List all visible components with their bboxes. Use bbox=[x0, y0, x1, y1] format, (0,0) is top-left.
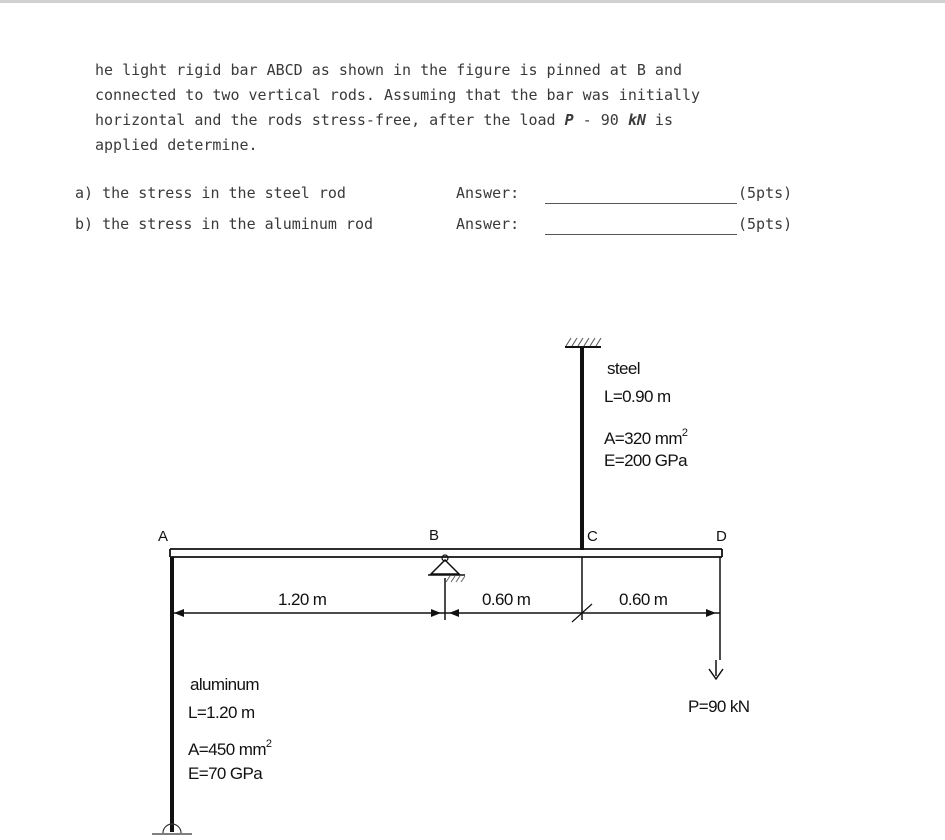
aluminum-name-label: aluminum bbox=[190, 675, 259, 694]
points-a: (5pts) bbox=[738, 184, 793, 202]
points-b: (5pts) bbox=[738, 215, 793, 233]
load-arrow-icon bbox=[709, 660, 723, 679]
dimension-bc-label: 0.60 m bbox=[482, 590, 531, 609]
point-b-label: B bbox=[429, 527, 440, 544]
steel-fixed-support-icon bbox=[565, 338, 601, 347]
load-unit: kN bbox=[627, 111, 646, 129]
aluminum-rod bbox=[170, 557, 174, 832]
dimension-cd-label: 0.60 m bbox=[619, 590, 668, 609]
aluminum-length-label: L=1.20 m bbox=[188, 703, 255, 722]
problem-line-1: he light rigid bar ABCD as shown in the figure is pinned at B and bbox=[95, 61, 682, 79]
steel-length-label: L=0.90 m bbox=[604, 387, 671, 406]
point-c-label: C bbox=[587, 528, 598, 545]
dimension-ab-label: 1.20 m bbox=[278, 590, 327, 609]
answer-label-a: Answer: bbox=[456, 184, 520, 202]
question-b: b) the stress in the aluminum rod bbox=[75, 215, 374, 233]
steel-rod bbox=[580, 347, 584, 550]
point-a-label: A bbox=[158, 528, 169, 545]
steel-name-label: steel bbox=[607, 359, 640, 378]
point-d-label: D bbox=[716, 528, 727, 545]
steel-modulus-label: E=200 GPa bbox=[604, 451, 687, 470]
aluminum-area-label: A=450 $mm^2$ bbox=[188, 738, 272, 759]
steel-area-label: A=320 $mm^2$ bbox=[604, 427, 688, 448]
problem-line-4: applied determine. bbox=[95, 136, 258, 154]
answer-label-b: Answer: bbox=[456, 215, 520, 233]
aluminum-modulus-label: E=70 GPa bbox=[188, 764, 263, 783]
load-variable: P bbox=[564, 111, 574, 129]
load-label: P=90 kN bbox=[688, 697, 750, 716]
problem-line-2: connected to two vertical rods. Assuming that the bar was initially bbox=[95, 86, 701, 104]
question-a: a) the stress in the steel rod bbox=[75, 184, 346, 202]
pin-support-icon bbox=[428, 555, 465, 582]
problem-line-3: horizontal and the rods stress-free, after the load P - 90 kN is bbox=[95, 111, 673, 129]
